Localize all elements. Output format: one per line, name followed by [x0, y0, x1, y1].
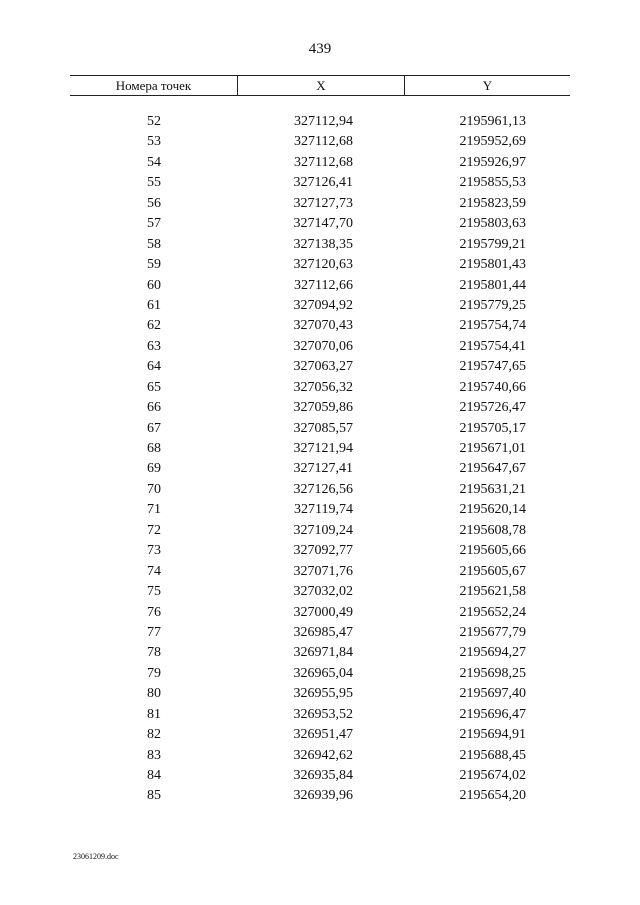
y-coordinate-cell: 2195647,67 [459, 461, 526, 477]
table-row [0, 562, 640, 582]
point-number-cell: 64 [147, 359, 161, 375]
coordinates-table-body [0, 112, 640, 807]
y-coordinate-cell: 2195654,20 [459, 788, 526, 804]
point-number-cell: 75 [147, 584, 161, 600]
y-coordinate-cell: 2195698,25 [459, 665, 526, 681]
point-number-cell: 69 [147, 461, 161, 477]
point-number-cell: 79 [147, 665, 161, 681]
table-row [0, 480, 640, 500]
x-coordinate-cell: 327070,06 [293, 338, 353, 354]
x-coordinate-cell: 327056,32 [293, 379, 353, 395]
x-coordinate-cell: 327063,27 [293, 359, 353, 375]
header-point-numbers: Номера точек [70, 76, 238, 95]
x-coordinate-cell: 327119,74 [294, 502, 353, 518]
x-coordinate-cell: 327126,56 [293, 481, 353, 497]
point-number-cell: 61 [147, 297, 161, 313]
y-coordinate-cell: 2195855,53 [459, 175, 526, 191]
table-row [0, 521, 640, 541]
header-y: Y [482, 78, 493, 93]
point-number-cell: 56 [147, 195, 161, 211]
y-coordinate-cell: 2195677,79 [459, 624, 526, 640]
table-row [0, 337, 640, 357]
table-row [0, 316, 640, 336]
y-coordinate-cell: 2195631,21 [459, 481, 526, 497]
table-row [0, 255, 640, 275]
point-number-cell: 73 [147, 543, 161, 559]
y-coordinate-cell: 2195605,66 [459, 543, 526, 559]
point-number-cell: 82 [147, 727, 161, 743]
table-row [0, 173, 640, 193]
y-coordinate-cell: 2195747,65 [459, 359, 526, 375]
x-coordinate-cell: 327071,76 [293, 563, 353, 579]
y-coordinate-cell: 2195605,67 [459, 563, 526, 579]
page-number: 439 [308, 41, 332, 57]
y-coordinate-cell: 2195740,66 [459, 379, 526, 395]
x-coordinate-cell: 327059,86 [293, 400, 353, 416]
y-coordinate-cell: 2195671,01 [459, 441, 526, 456]
x-coordinate-cell: 327092,77 [293, 543, 353, 559]
point-number-cell: 60 [147, 277, 161, 293]
y-coordinate-cell: 2195801,44 [459, 277, 526, 293]
footer-filename: 23061209.doc [73, 852, 119, 861]
point-number-cell: 58 [147, 236, 161, 252]
point-number-cell: 77 [147, 624, 161, 640]
y-coordinate-cell: 2195608,78 [459, 522, 526, 538]
x-coordinate-cell: 326951,47 [293, 727, 353, 743]
table-row [0, 786, 640, 806]
y-coordinate-cell: 2195694,27 [459, 645, 526, 661]
table-row [0, 112, 640, 132]
y-coordinate-cell: 2195823,59 [459, 195, 526, 211]
point-number-cell: 78 [147, 645, 161, 661]
point-number-cell: 83 [147, 747, 161, 763]
x-coordinate-cell: 326985,47 [293, 624, 353, 640]
table-row [0, 746, 640, 766]
table-row [0, 357, 640, 377]
x-coordinate-cell: 327112,94 [294, 114, 353, 129]
point-number-cell: 70 [147, 481, 161, 497]
y-coordinate-cell: 2195620,14 [459, 502, 526, 518]
table-row [0, 153, 640, 173]
x-coordinate-cell: 326939,96 [293, 788, 353, 804]
table-row [0, 296, 640, 316]
point-number-cell: 53 [147, 134, 161, 150]
y-coordinate-cell: 2195621,58 [459, 584, 526, 600]
table-row [0, 132, 640, 152]
header-x: X [238, 76, 405, 95]
point-number-cell: 76 [147, 604, 161, 620]
table-row [0, 194, 640, 214]
y-coordinate-cell: 2195926,97 [459, 154, 526, 170]
y-coordinate-cell: 2195754,41 [459, 338, 526, 354]
point-number-cell: 74 [147, 563, 161, 579]
table-row [0, 766, 640, 786]
point-number-cell: 62 [147, 318, 161, 334]
table-row [0, 582, 640, 602]
x-coordinate-cell: 326953,52 [293, 706, 353, 722]
point-number-cell: 52 [147, 114, 161, 129]
y-coordinate-cell: 2195696,47 [459, 706, 526, 722]
x-coordinate-cell: 327120,63 [293, 257, 353, 273]
table-row [0, 725, 640, 745]
table-row [0, 276, 640, 296]
y-coordinate-cell: 2195779,25 [459, 297, 526, 313]
table-header [70, 75, 570, 96]
point-number-cell: 57 [147, 216, 161, 232]
x-coordinate-cell: 327112,68 [294, 154, 353, 170]
point-number-cell: 68 [147, 441, 161, 456]
x-coordinate-cell: 326965,04 [293, 665, 353, 681]
table-row [0, 419, 640, 439]
x-coordinate-cell: 327121,94 [293, 441, 353, 456]
x-coordinate-cell: 326935,84 [293, 768, 353, 783]
y-coordinate-cell: 2195754,74 [459, 318, 526, 334]
table-row [0, 439, 640, 459]
table-row [0, 459, 640, 479]
point-number-cell: 67 [147, 420, 161, 436]
x-coordinate-cell: 326942,62 [293, 747, 353, 763]
x-coordinate-cell: 327138,35 [293, 236, 353, 252]
x-coordinate-cell: 327147,70 [293, 216, 353, 232]
point-number-cell: 72 [147, 522, 161, 538]
y-coordinate-cell: 2195799,21 [459, 236, 526, 252]
table-row [0, 623, 640, 643]
x-coordinate-cell: 326971,84 [293, 645, 353, 661]
y-coordinate-cell: 2195694,91 [459, 727, 526, 743]
x-coordinate-cell: 327127,73 [293, 195, 353, 211]
y-coordinate-cell: 2195961,13 [459, 114, 526, 129]
x-coordinate-cell: 327112,66 [294, 277, 353, 293]
x-coordinate-cell: 327094,92 [293, 297, 353, 313]
point-number-cell: 66 [147, 400, 161, 416]
y-coordinate-cell: 2195726,47 [459, 400, 526, 416]
point-number-cell: 71 [147, 502, 161, 518]
table-row [0, 541, 640, 561]
x-coordinate-cell: 327127,41 [293, 461, 353, 477]
table-row [0, 235, 640, 255]
table-row [0, 500, 640, 520]
y-coordinate-cell: 2195801,43 [459, 257, 526, 273]
x-coordinate-cell: 327085,57 [293, 420, 353, 436]
point-number-cell: 81 [147, 706, 161, 722]
point-number-cell: 59 [147, 257, 161, 273]
point-number-cell: 85 [147, 788, 161, 804]
x-coordinate-cell: 327070,43 [293, 318, 353, 334]
x-coordinate-cell: 326955,95 [293, 686, 353, 702]
x-coordinate-cell: 327032,02 [293, 584, 353, 600]
table-row [0, 684, 640, 704]
x-coordinate-cell: 327126,41 [293, 175, 353, 191]
table-row [0, 398, 640, 418]
x-coordinate-cell: 327112,68 [294, 134, 353, 150]
y-coordinate-cell: 2195803,63 [459, 216, 526, 232]
point-number-cell: 55 [147, 175, 161, 191]
table-row [0, 664, 640, 684]
x-coordinate-cell: 327109,24 [293, 522, 353, 538]
table-row [0, 603, 640, 623]
table-row [0, 705, 640, 725]
y-coordinate-cell: 2195952,69 [459, 134, 526, 150]
point-number-cell: 63 [147, 338, 161, 354]
point-number-cell: 54 [147, 154, 161, 170]
y-coordinate-cell: 2195652,24 [459, 604, 526, 620]
table-row [0, 643, 640, 663]
table-row [0, 378, 640, 398]
x-coordinate-cell: 327000,49 [293, 604, 353, 620]
point-number-cell: 84 [147, 768, 161, 783]
y-coordinate-cell: 2195688,45 [459, 747, 526, 763]
point-number-cell: 80 [147, 686, 161, 702]
y-coordinate-cell: 2195674,02 [459, 768, 526, 783]
point-number-cell: 65 [147, 379, 161, 395]
y-coordinate-cell: 2195697,40 [459, 686, 526, 702]
table-row [0, 214, 640, 234]
y-coordinate-cell: 2195705,17 [459, 420, 526, 436]
